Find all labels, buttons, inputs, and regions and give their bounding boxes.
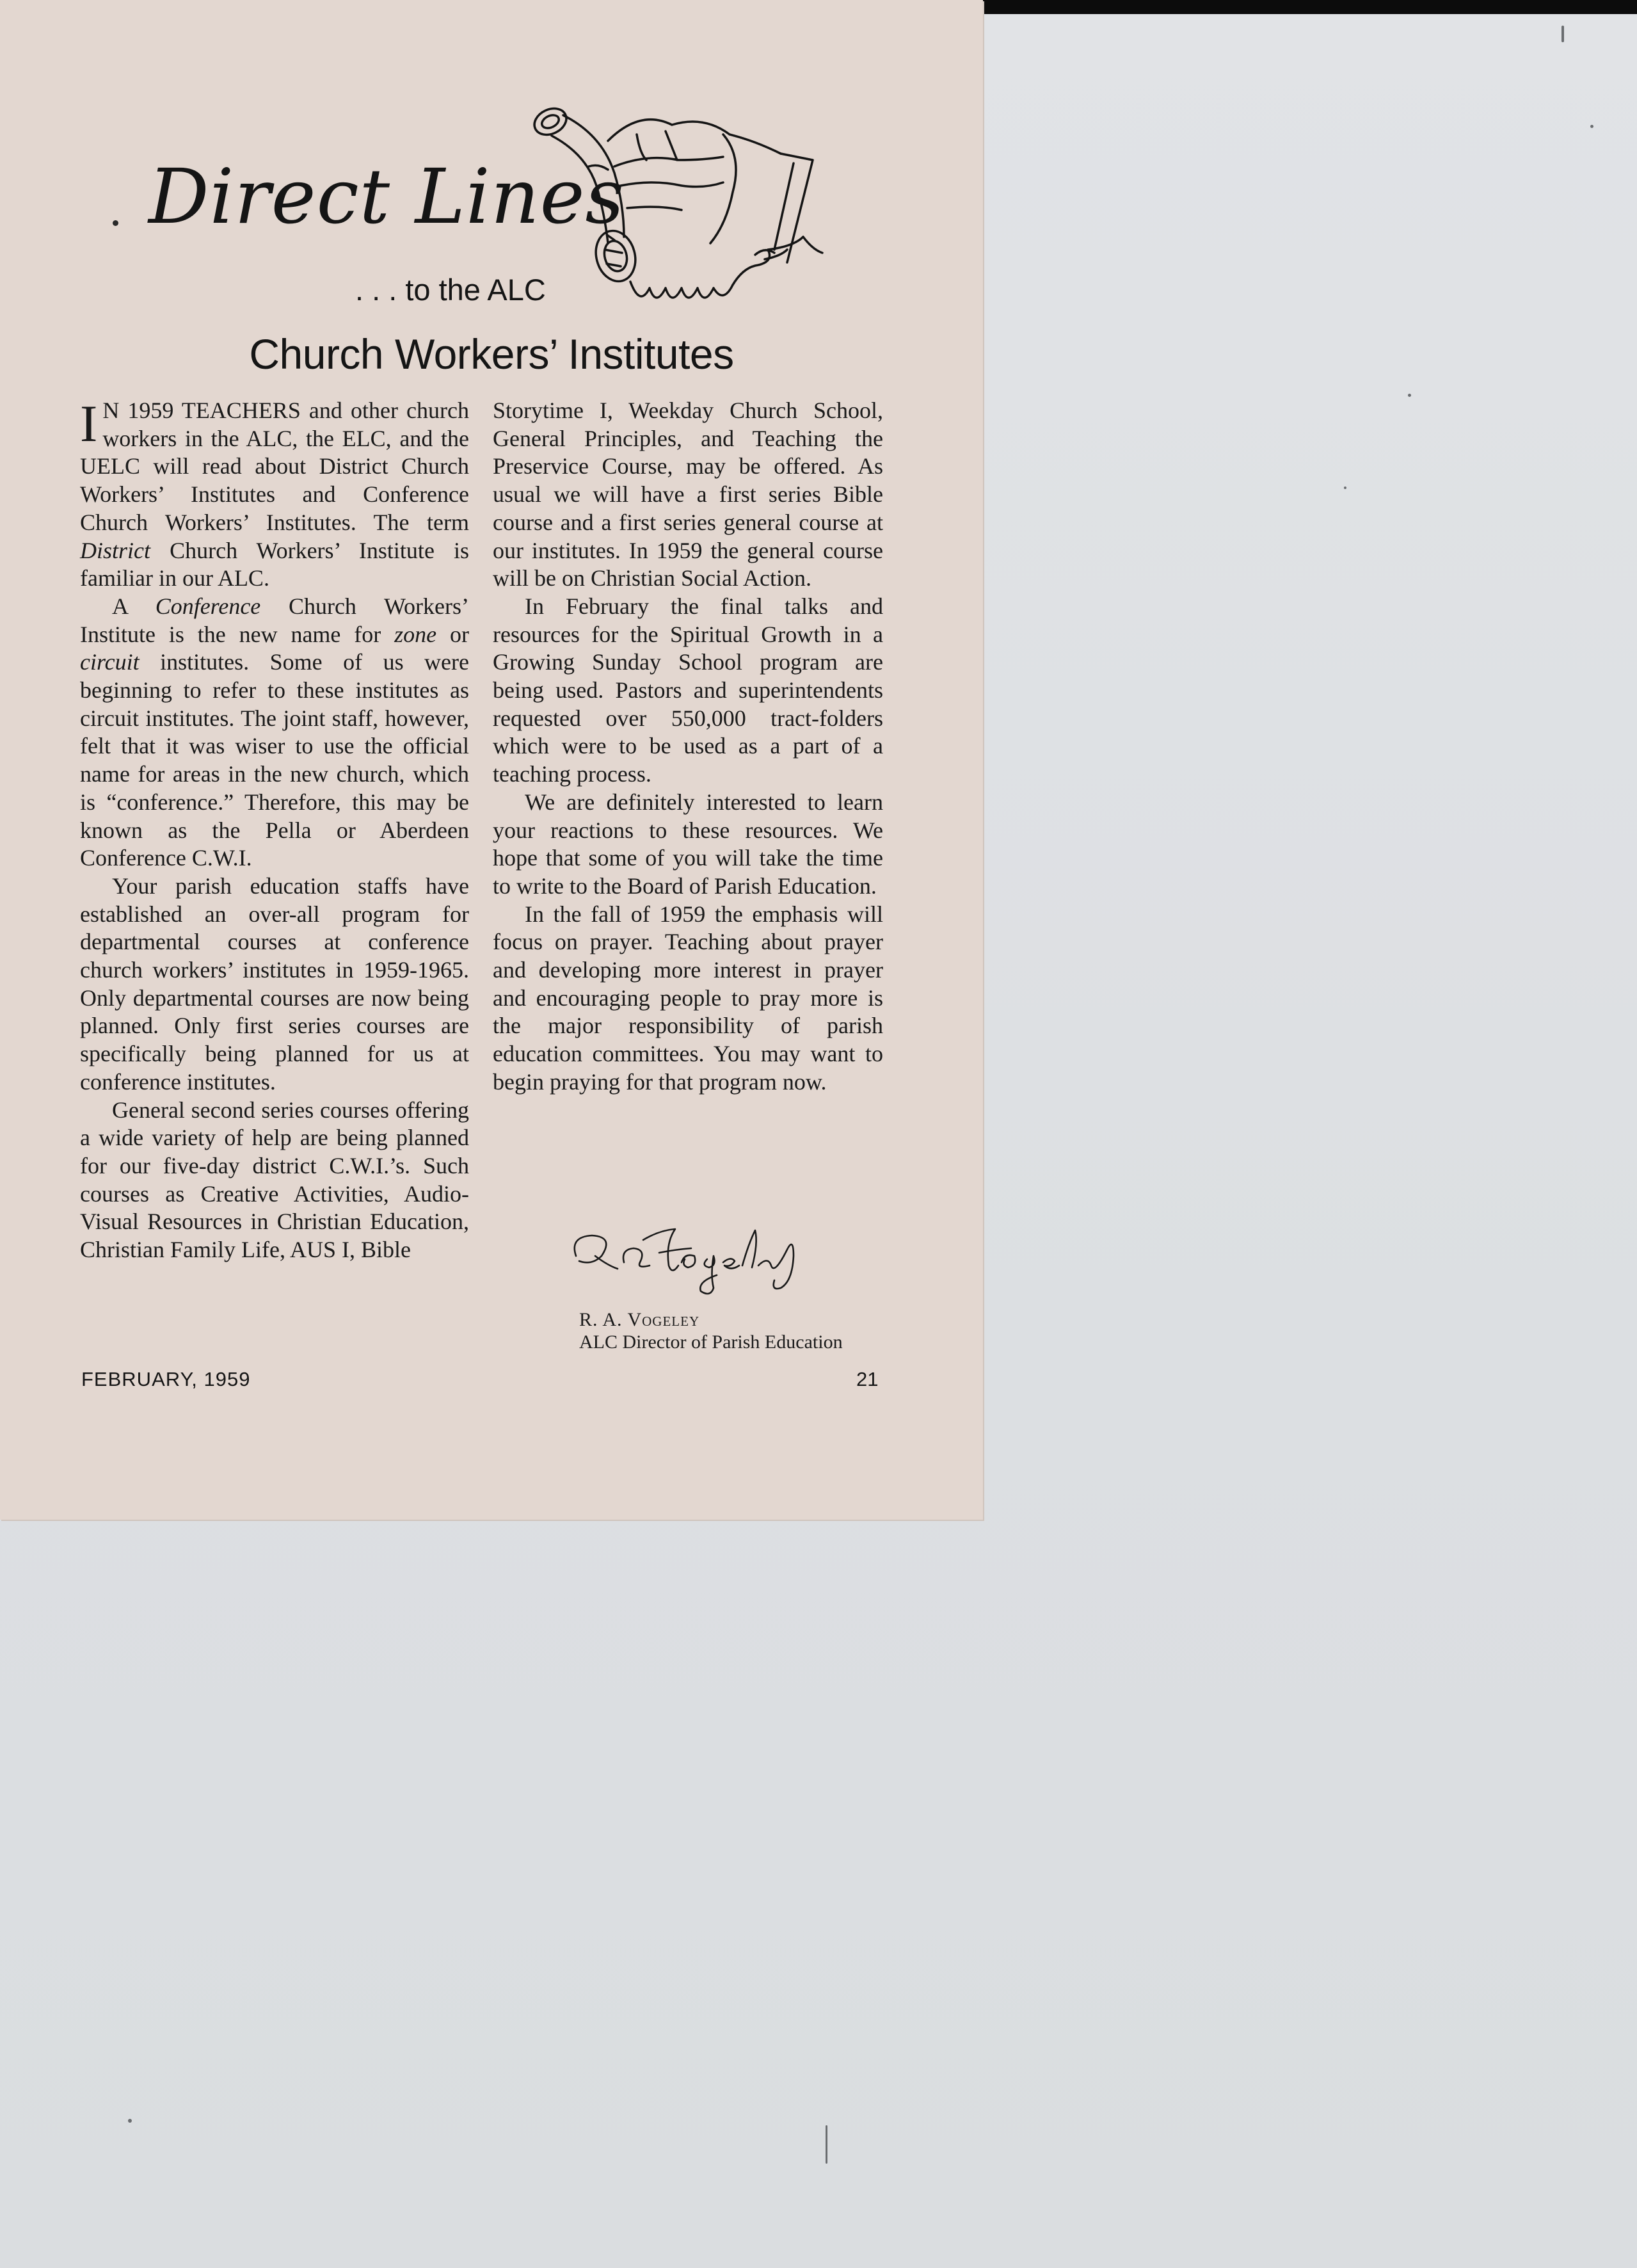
signer-name: R. A. Vogeley xyxy=(579,1309,700,1330)
paragraph: Your parish education staffs have established an over-all program for departmental courses at conference church workers’ institutes in 1959-1965. Only departmental courses are now being planned. Only first series courses are specifically being planned for us at conference institutes. xyxy=(80,873,469,1095)
scanner-edge xyxy=(979,0,1637,14)
paragraph: A Conference Church Workers’ Institute is the new name for zone or circuit institutes. Some of us were beginning to refer to these institutes as circuit institutes. The joint staff, however, felt that it was wiser to use the official name for areas in the new church, which is “conference.” Therefore, this may be known as the Pella or Aberdeen Conference C.W.I. xyxy=(80,593,470,871)
dust-speck xyxy=(826,2125,827,2164)
paragraph: In the fall of 1959 the emphasis will focus on prayer. Teaching about prayer and developing more interest in prayer and encouraging people to pray more is the major responsibility of parish education committees. You may want to begin praying for that program now. xyxy=(493,901,883,1095)
title-dot xyxy=(113,220,118,226)
page-number: 21 xyxy=(856,1368,879,1390)
magazine-page xyxy=(0,0,983,1520)
column-subtitle: . . . to the ALC xyxy=(355,273,546,307)
dust-speck xyxy=(1344,487,1346,489)
left-column xyxy=(80,394,470,1264)
dust-speck xyxy=(1590,125,1593,128)
drop-cap: I xyxy=(80,394,98,453)
paragraph: General second series courses offering a wide variety of help are being planned for our five-day district C.W.I.’s. Such courses as Creative Activities, Audio-Visual Resources in Christian Education, Christian Family Life, AUS I, Bible xyxy=(80,1097,469,1263)
dust-speck xyxy=(1561,26,1564,42)
dust-speck xyxy=(1408,394,1411,397)
dust-speck xyxy=(128,2119,132,2123)
paragraph: Storytime I, Weekday Church School, General Principles, and Teaching the Preservice Course, may be offered. As usual we will have a first series Bible course and a first series general course at our institutes. In 1959 the general course will be on Christian Social Action. xyxy=(493,398,883,591)
telephone-hand-illustration xyxy=(512,96,838,317)
article-headline: Church Workers’ Institutes xyxy=(249,330,734,378)
right-column xyxy=(493,397,883,1097)
paragraph: I N 1959 TEACHERS and other church workers in the ALC, the ELC, and the UELC will read about District Church Workers’ Institutes and Conference Church Workers’ Institutes. The term District Church Workers’ Institute is familiar in our ALC. xyxy=(80,394,469,591)
handwritten-signature xyxy=(563,1205,858,1301)
paragraph: In February the final talks and resources for the Spiritual Growth in a Growing Sunday School program are being used. Pastors and superintendents requested over 550,000 tract-folders which were to be used as a part of a teaching process. xyxy=(493,593,883,787)
paragraph: We are definitely interested to learn your reactions to these resources. We hope that some of you will take the time to write to the Board of Parish Education. xyxy=(493,789,883,899)
column-title: Direct Lines xyxy=(148,152,625,241)
signer-title: ALC Director of Parish Education xyxy=(579,1331,843,1353)
footer-date: FEBRUARY, 1959 xyxy=(81,1368,251,1390)
